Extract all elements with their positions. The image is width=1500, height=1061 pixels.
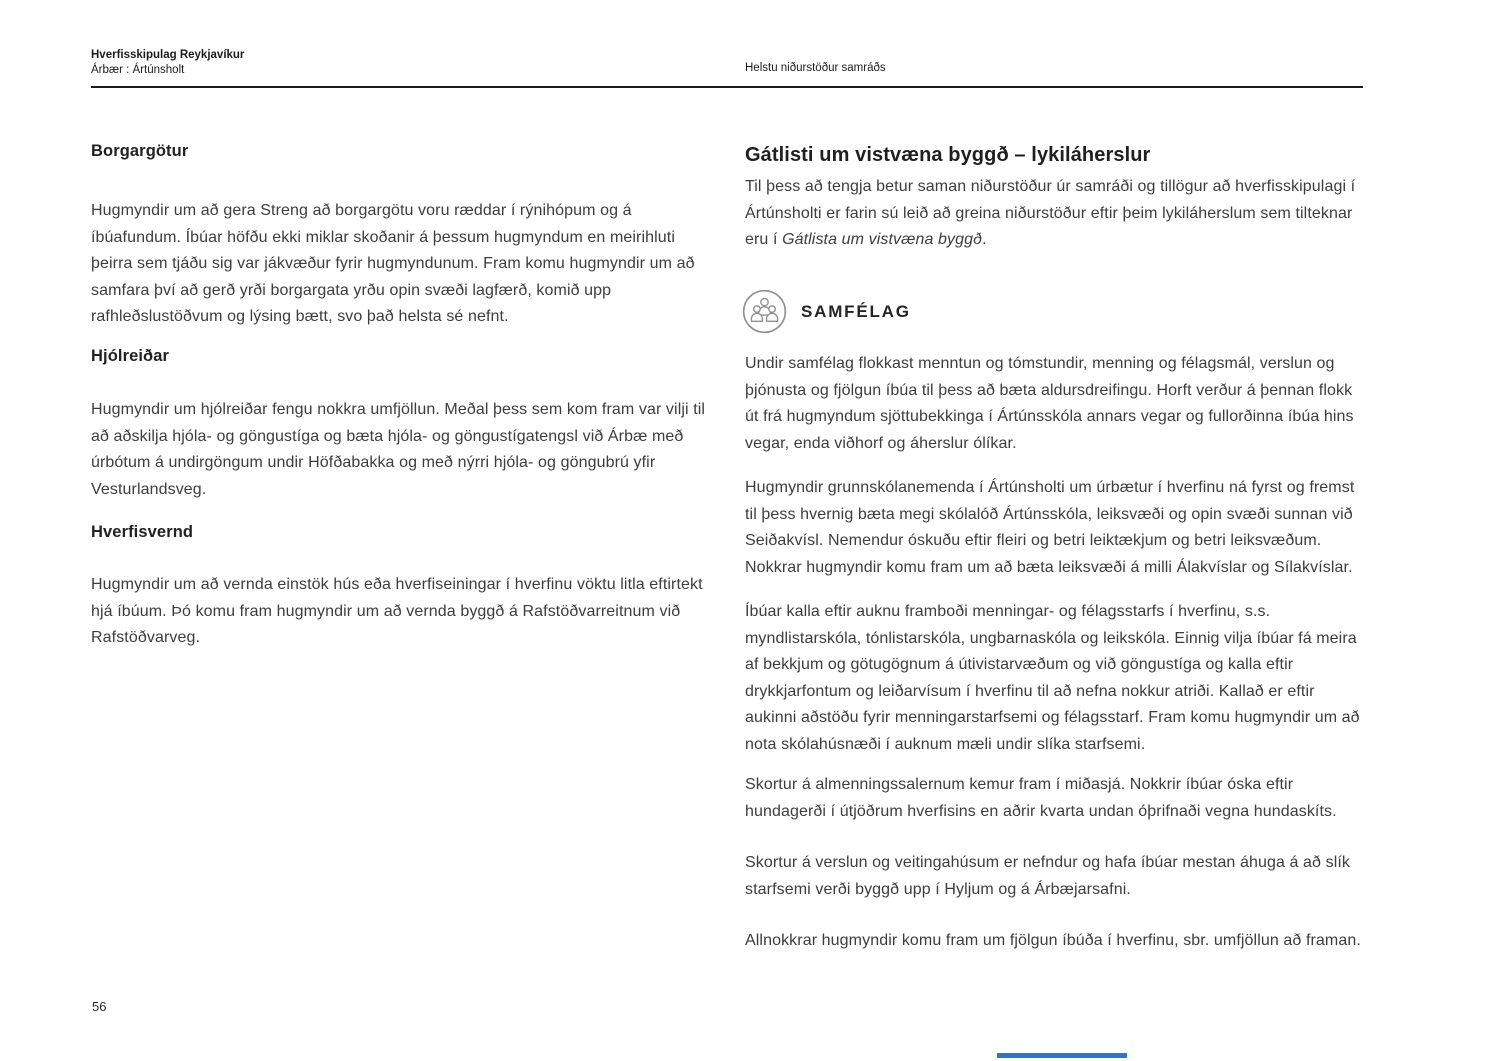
page-number: 56 (92, 999, 107, 1014)
samfelag-paragraph-3: Íbúar kalla eftir auknu framboði menningar- og félagsstarfs í hverfinu, s.s. myndlistarskóla, tónlistarskóla, ungbarnaskóla og leikskóla. Einnig vilja íbúar fá meira af bekkjum og götugögnum á útivistarvæðum og við göngustíga og kalla eftir drykkjarfontum og leiðarvísum í hverfinu til að nefna nokkur atriði. Kallað er eftir aukinni aðstöðu fyrir menningarstarfsemi og félagsstarf. Fram komu hugmyndir um að nota skólahúsnæði í auknum mæli undir slíka starfsemi. (745, 603, 1360, 753)
checklist-intro-text: Til þess að tengja betur saman niðurstöður úr samráði og tillögur að hverfisskipulagi í Ártúnsholti er farin sú leið að greina niðurstöður eftir þeim lykiláherslum sem tilteknar eru í (745, 178, 1356, 248)
header-section-label: Helstu niðurstöður samráðs (745, 62, 886, 74)
section-heading-borgargotur: Borgargötur (91, 142, 189, 160)
section-heading-hverfisvernd: Hverfisvernd (91, 523, 194, 541)
checklist-title: Gátlisti um vistvæna byggð – lykiláherslur (745, 144, 1151, 166)
header-rule (91, 86, 1363, 88)
checklist-intro (745, 174, 1367, 254)
section-body-hverfisvernd: Hugmyndir um að vernda einstök hús eða hverfiseiningar í hverfinu vöktu litla eftirtekt hjá íbúum. Þó komu fram hugmyndir um að vernda byggð á Rafstöðvarreitnum við Rafstöðvarveg. (91, 576, 703, 646)
samfelag-paragraph-1: Undir samfélag flokkast menntun og tómstundir, menning og félagsmál, verslun og þjónusta og fjölgun íbúa til þess að bæta aldursdreifingu. Horft verður á þennan flokk út frá hugmyndum sjöttubekkinga í Ártúnsskóla annars vegar og fullorðinna íbúa hins vegar, enda viðhorf og áherslur ólíkar. (745, 355, 1354, 452)
checklist-intro-period: . (982, 231, 987, 248)
samfelag-paragraph-2: Hugmyndir grunnskólanemenda í Ártúnsholti um úrbætur í hverfinu ná fyrst og fremst til þess hvernig bæta megi skólalóð Ártúnsskóla, leiksvæði og opin svæði sunnan við Seiðakvísl. Nemendur óskuðu eftir fleiri og betri leiktækjum og betri leiksvæðum. Nokkrar hugmyndir komu fram um að bæta leiksvæði á milli Álakvíslar og Sílakvíslar. (745, 479, 1355, 576)
section-body-borgargotur: Hugmyndir um að gera Streng að borgargötu voru ræddar í rýnihópum og á íbúafundum. Íbúar höfðu ekki miklar skoðanir á þessum hugmyndum en meirihluti þeirra sem tjáðu sig var jákvæður fyrir hugmyndunum. Fram komu hugmyndir um að samfara því að gerð yrði borgargata yrðu opin svæði lagfærð, komið upp rafhleðslustöðvum og lýsing bætt, svo það helsta sé nefnt. (91, 202, 695, 325)
footer-accent-bar (997, 1053, 1127, 1058)
section-heading-hjolreidar: Hjólreiðar (91, 347, 170, 365)
checklist-intro-italic: Gátlista um vistvæna byggð (782, 231, 983, 248)
document-subtitle: Árbær : Ártúnsholt (91, 64, 185, 76)
document-title: Hverfisskipulag Reykjavíkur (91, 49, 245, 61)
section-body-hjolreidar: Hugmyndir um hjólreiðar fengu nokkra umfjöllun. Meðal þess sem kom fram var vilji til að aðskilja hjóla- og göngustíga og bæta hjóla- og göngustígatengsl við Árbæ með úrbótum á undirgöngum undir Höfðabakka og með nýrri hjóla- og göngubrú yfir Vesturlandsveg. (91, 401, 706, 498)
category-row (742, 289, 911, 334)
category-label: SAMFÉLAG (801, 301, 911, 321)
header-left (91, 48, 244, 78)
samfelag-paragraph-4: Skortur á almenningssalernum kemur fram í miðasjá. Nokkrir íbúar óska eftir hundagerði í útjöðrum hverfisins en aðrir kvarta undan óþrifnaði vegna hundaskíts. (745, 776, 1337, 820)
samfelag-paragraph-6: Allnokkrar hugmyndir komu fram um fjölgun íbúða í hverfinu, sbr. umfjöllun að framan. (745, 932, 1361, 949)
samfelag-paragraph-5: Skortur á verslun og veitingahúsum er nefndur og hafa íbúar mestan áhuga á að slík starfsemi verði byggð upp í Hyljum og á Árbæjarsafni. (745, 854, 1351, 898)
people-group-icon (742, 289, 787, 334)
